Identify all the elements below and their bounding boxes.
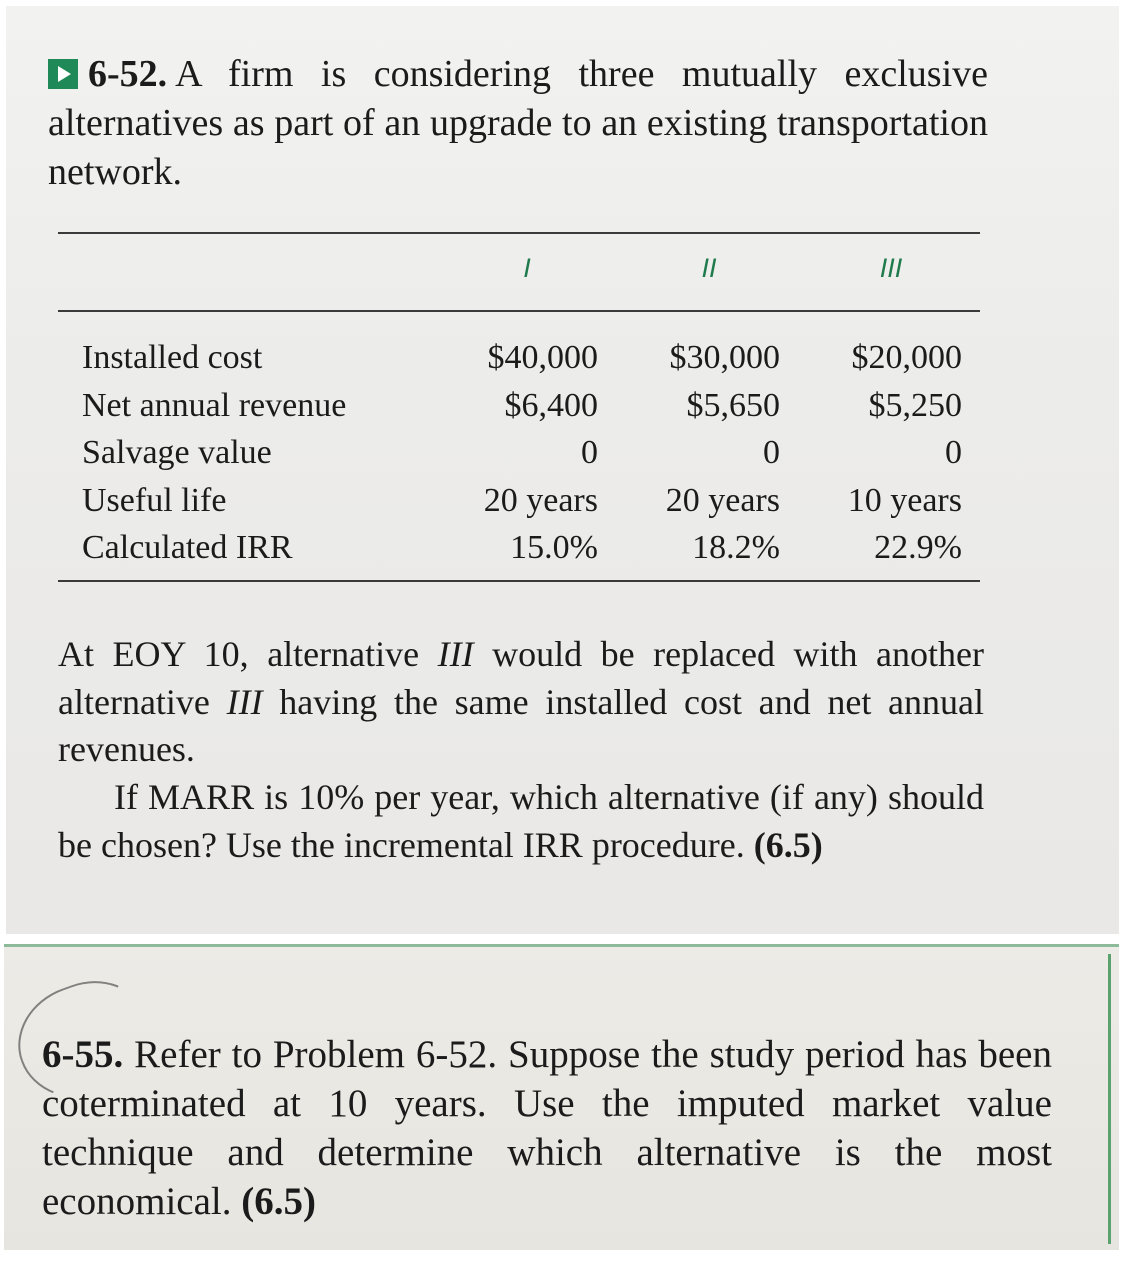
cell-value: 0	[763, 434, 780, 471]
paragraph-text: having the same installed cost and net annual revenues.	[58, 681, 985, 769]
problem-6-52-statement	[48, 50, 988, 197]
column-header-i: I	[523, 253, 531, 283]
table-row	[72, 334, 962, 382]
page-edge	[4, 944, 1119, 947]
row-label: Useful life	[82, 481, 227, 519]
problem-6-55-statement	[42, 1030, 1052, 1226]
cell-value: 0	[945, 434, 962, 471]
problem-text: Refer to Problem 6-52. Suppose the study period has been coterminated at 10 years. Use the imputed market value technique and determine which alternative is the most economical.	[42, 1033, 1052, 1223]
page-edge	[1108, 954, 1111, 1244]
section-reference: (6.5)	[753, 824, 823, 865]
column-header-iii: III	[879, 253, 903, 283]
section-reference: (6.5)	[241, 1180, 316, 1223]
cell-value: 20 years	[665, 481, 780, 519]
problem-number: 6-55.	[42, 1033, 124, 1076]
question-text: If MARR is 10% per year, which alternative (if any) should be chosen? Use the incremental IRR procedure.	[58, 777, 984, 865]
cell-value: $40,000	[487, 339, 598, 376]
table-header-rule	[58, 310, 980, 312]
replacement-assumption-paragraph	[58, 631, 984, 774]
table-row	[72, 524, 962, 572]
textbook-page-bottom	[4, 944, 1119, 1250]
cell-value: 22.9%	[874, 529, 962, 566]
problem-intro: A firm is considering three mutually exclusive alternatives as part of an upgrade to an existing transportation network.	[48, 53, 988, 193]
paragraph-text: At EOY 10, alternative	[58, 634, 438, 674]
row-label: Installed cost	[82, 339, 263, 376]
cell-value: $6,400	[504, 386, 598, 424]
alternative-ref: III	[226, 681, 263, 722]
table-row	[72, 382, 962, 430]
cell-value: 20 years	[483, 481, 598, 519]
alternative-ref: III	[437, 634, 474, 674]
cell-value: 18.2%	[692, 529, 780, 566]
question-paragraph	[58, 774, 984, 869]
cell-value: $5,650	[686, 386, 780, 424]
cell-value: 0	[581, 434, 598, 471]
cell-value: $30,000	[669, 339, 780, 376]
table-row	[72, 477, 962, 525]
cell-value: $5,250	[868, 386, 962, 424]
table-row	[72, 429, 962, 477]
row-label: Net annual revenue	[82, 386, 347, 424]
table-bottom-rule	[58, 580, 980, 582]
alternatives-table	[72, 334, 962, 572]
paragraph-text: would be replaced with another alternative	[58, 634, 984, 722]
cell-value: 10 years	[847, 481, 962, 519]
row-label: Salvage value	[82, 434, 272, 471]
cell-value: 15.0%	[510, 529, 598, 566]
textbook-page-top	[6, 6, 1119, 934]
row-label: Calculated IRR	[82, 529, 293, 566]
table-top-rule	[58, 232, 980, 234]
cell-value: $20,000	[851, 339, 962, 376]
problem-number: 6-52.	[88, 53, 168, 95]
column-header-ii: II	[701, 253, 717, 283]
play-icon	[48, 59, 78, 89]
